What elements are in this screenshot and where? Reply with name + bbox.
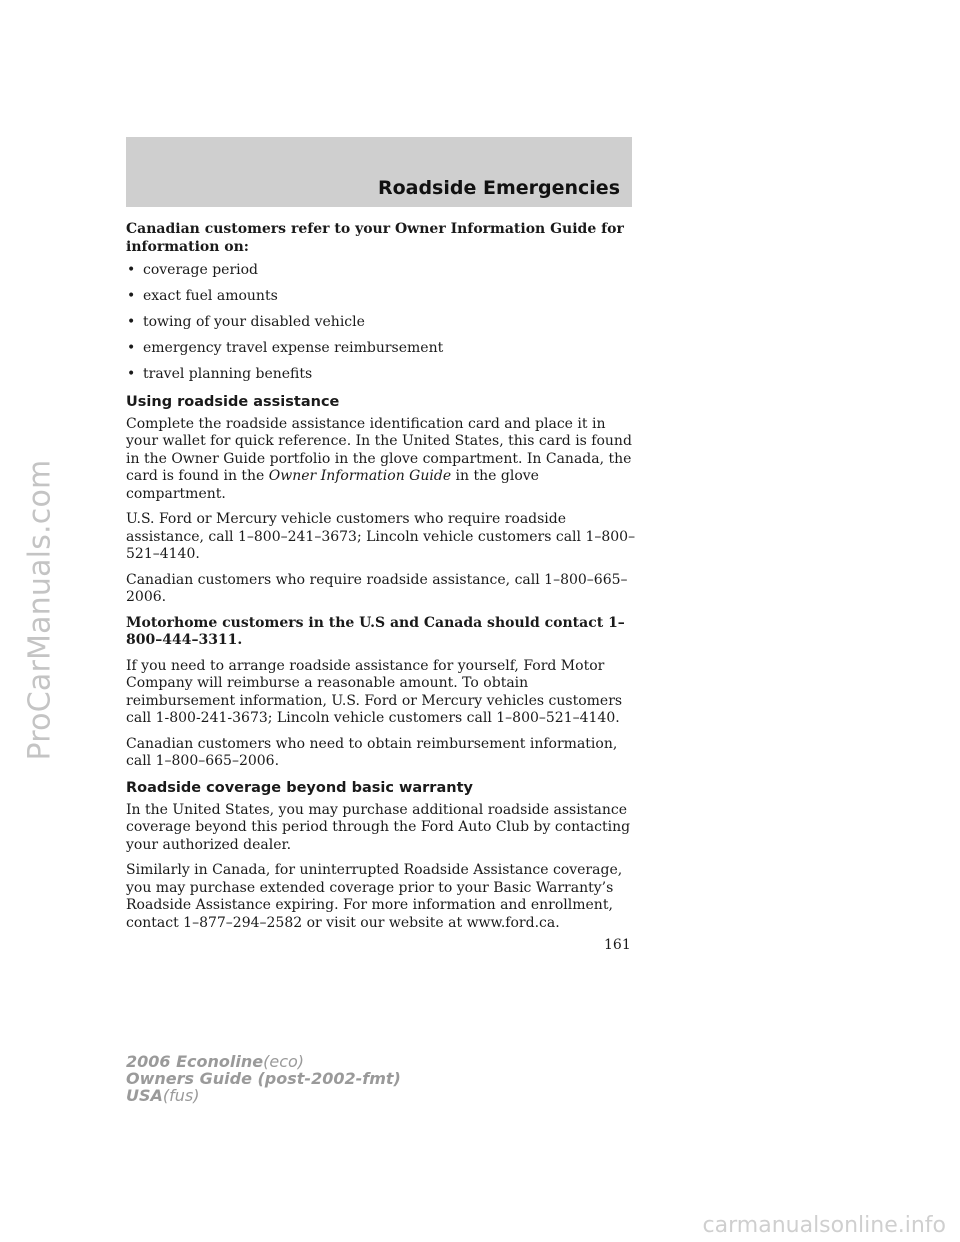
bullet-item: • emergency travel expense reimbursement [127,340,444,356]
paragraph-reimbursement: If you need to arrange roadside assistance for yourself, Ford Motor Company will reimburse a reasonable amount. To obtain reimbursement information, U.S. Ford or Mercury vehicles customers call 1-800-241-3673; Lincoln vehicle customers call 1–800–521–4140. [126,657,623,726]
bullet-icon: • [127,288,136,304]
bullet-icon: • [127,262,136,278]
side-watermark [2,459,72,761]
bullet-item: • exact fuel amounts [127,288,278,304]
paragraph-canada-extended-coverage: Similarly in Canada, for uninterrupted Roadside Assistance coverage, you may purchase extended coverage prior to your Basic Warranty’s Roadside Assistance expiring. For more information and enrollment, contact 1–877–294–2582 or visit our website at www.ford.ca. [126,862,623,931]
paragraph-canada-reimbursement: Canadian customers who need to obtain reimbursement information, call 1–800–665–2006. [126,735,618,769]
bullet-item: • coverage period [127,262,259,278]
owner-information-guide-title: Owner Information Guide [268,468,452,484]
section-header-band [126,137,632,207]
bottom-watermark: carmanualsonline.info [702,1213,946,1238]
intro-bullet-list [126,262,636,384]
document-footer [126,1053,401,1104]
bullet-item: • towing of your disabled vehicle [127,314,365,330]
paragraph-canada-number: Canadian customers who require roadside assistance, call 1–800–665–2006. [126,571,628,605]
bullet-icon: • [127,340,136,356]
footer-line-2: Owners Guide (post-2002-fmt) [126,1069,401,1088]
footer-line-3: USA(fus) [126,1086,200,1105]
paragraph-us-numbers: U.S. Ford or Mercury vehicle customers who require roadside assistance, call 1–800–241–3673; Lincoln vehicle customers call 1–800–521–4140. [126,511,636,562]
paragraph-id-card: Complete the roadside assistance identification card and place it in your wallet for quick reference. In the United States, this card is found in the Owner Guide portfolio in the glove compartment. In Canada, the card is found in the Owner Information Guide in the glove compartment. [126,415,632,502]
bullet-icon: • [127,314,136,330]
section-header-title: Roadside Emergencies [377,177,620,199]
section-heading-using-roadside-assistance: Using roadside assistance [126,393,340,410]
page-content [126,221,636,940]
intro-paragraph: Canadian customers refer to your Owner Information Guide for information on: [126,221,624,255]
side-watermark-text: ProCarManuals.com [22,459,58,761]
section-heading-coverage-beyond-warranty: Roadside coverage beyond basic warranty [126,779,473,796]
footer-line-1: 2006 Econoline(eco) [126,1052,305,1071]
paragraph-us-auto-club: In the United States, you may purchase additional roadside assistance coverage beyond this period through the Ford Auto Club by contacting your authorized dealer. [126,801,631,853]
paragraph-motorhome-contact: Motorhome customers in the U.S and Canada should contact 1–800–444–3311. [126,614,625,648]
page-number: 161 [604,937,631,953]
bullet-item: • travel planning benefits [127,366,313,382]
bullet-icon: • [127,366,136,382]
